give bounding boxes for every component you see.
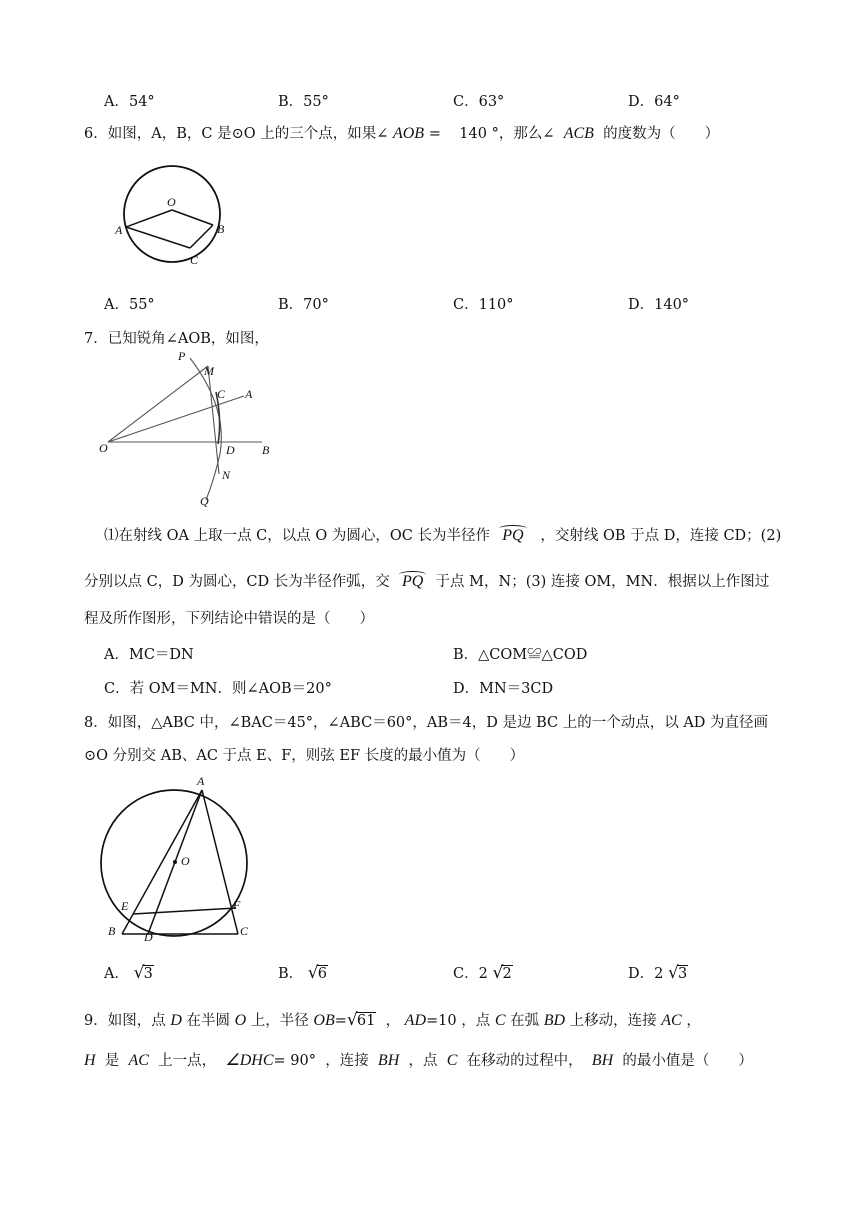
q8-option-b — [278, 962, 328, 983]
q7-step1 — [104, 524, 781, 545]
q6-label-a: A — [115, 223, 123, 237]
q9-sqrt: √ 61 — [346, 1010, 376, 1030]
q9-var-d: D — [170, 1012, 182, 1029]
q8-option-b-prefix: B． — [278, 966, 304, 982]
q9-line-1 — [84, 1009, 701, 1030]
q8-option-d-radicand: 3 — [677, 966, 688, 982]
q6-label-o: O — [167, 195, 176, 209]
q9-text: ，连接 — [325, 1053, 369, 1069]
q7-option-a: A．MC＝DN — [104, 647, 194, 663]
q9-line-2 — [84, 1049, 753, 1070]
q7-label-c: C — [217, 387, 226, 401]
q9-text: 在移动的过程中， — [466, 1053, 583, 1069]
q6-var-acb: ACB — [563, 125, 594, 142]
q8-option-a — [104, 962, 154, 983]
q9-var-bd: BD — [543, 1012, 566, 1029]
q7-segment-om — [108, 366, 208, 442]
q8-label-c: C — [240, 924, 249, 938]
q6-segment-oa — [126, 210, 172, 227]
q8-option-c — [453, 962, 513, 983]
q8-label-f: F — [233, 898, 241, 912]
q8-option-b-radicand: 6 — [317, 966, 327, 982]
q9-var-bh: BH — [591, 1052, 614, 1069]
q7-label-n: N — [222, 468, 231, 482]
q9-var-c: C — [494, 1012, 506, 1029]
q6-eq: = — [428, 126, 441, 142]
q7-label-d: D — [226, 443, 235, 457]
q8-chord-ef — [133, 908, 236, 914]
q6-option-c: C．110° — [453, 297, 514, 313]
q5-option-c: C．63° — [453, 94, 505, 110]
q7-title: 已知锐角∠AOB，如图， — [107, 331, 269, 347]
q5-option-d: D．64° — [628, 94, 680, 110]
q7-label-o: O — [99, 441, 108, 455]
q9-text: ，点 — [461, 1013, 491, 1029]
q7-arc-pq-label: PQ — [499, 527, 526, 545]
q7-step1-b: ，交射线 OB 于点 D，连接 CD；(2) — [540, 528, 782, 544]
q9-text: 上一点， — [158, 1053, 217, 1069]
q8-text-1: 如图，△ABC 中，∠BAC＝45°，∠ABC＝60°，AB＝4，D 是边 BC 上的一个动点，以 AD 为直径画 — [107, 715, 769, 731]
q6-text-3: °，那么∠ — [491, 126, 555, 142]
q6-option-a: A．55° — [104, 297, 155, 313]
q7-segment-mn — [208, 366, 219, 474]
q7-step2-b: 于点 M，N；(3) 连接 OM，MN．根据以上作图过 — [435, 574, 770, 590]
q8-option-a-prefix: A． — [104, 966, 129, 982]
q8-option-d — [628, 962, 688, 983]
q7-step2-a: 分别以点 C，D 为圆心，CD 长为半径作弧，交 — [84, 574, 390, 590]
q8-option-a-sqrt: √ 3 — [133, 963, 153, 983]
q9-text: 上，半径 — [250, 1013, 309, 1029]
q8-option-c-radicand: 2 — [502, 966, 512, 982]
q9-var-ad: AD — [404, 1012, 426, 1029]
q8-line-1 — [84, 711, 768, 732]
q6-option-b: B．70° — [278, 297, 329, 313]
q8-label-b: B — [108, 924, 116, 938]
q8-label-e: E — [121, 899, 129, 913]
q9-text: 如图，点 — [107, 1013, 166, 1029]
q8-option-d-sqrt: √ 3 — [667, 963, 688, 983]
q9-var-ac: AC — [128, 1052, 149, 1069]
q6-label-c: C — [190, 253, 199, 267]
q9-var-h: H — [84, 1052, 96, 1069]
q9-number: 9． — [84, 1013, 108, 1029]
q6-number: 6． — [84, 126, 108, 142]
q8-option-a-radicand: 3 — [143, 966, 153, 982]
q7-label-m: M — [204, 364, 214, 378]
q9-text: =10 — [426, 1013, 457, 1029]
q8-number: 8． — [84, 715, 108, 731]
q9-text: 在弧 — [510, 1013, 540, 1029]
q6-label-b: B — [217, 222, 225, 236]
q9-text: ， — [385, 1013, 401, 1029]
q9-var-ac: AC — [661, 1012, 682, 1029]
q9-text: ， — [686, 1013, 701, 1029]
q8-figure — [100, 770, 260, 942]
q9-var-bh: BH — [377, 1052, 400, 1069]
q8-option-d-prefix: D．2 — [628, 966, 664, 982]
q7-step2 — [84, 570, 769, 591]
q5-option-a: A．54° — [104, 94, 155, 110]
q9-eq: = — [334, 1013, 347, 1029]
q9-text: ，点 — [408, 1053, 438, 1069]
q6-var-aob: AOB — [392, 125, 425, 142]
q6-stem — [84, 122, 719, 143]
q7-label-a: A — [245, 387, 253, 401]
q9-text: 在半圆 — [186, 1013, 231, 1029]
q6-text-1: 如图，A，B，C 是⊙O 上的三个点，如果∠ — [107, 126, 389, 142]
q9-radicand: 61 — [356, 1013, 376, 1029]
q7-option-d: D．MN＝3CD — [453, 681, 554, 697]
q8-option-b-sqrt: √ 6 — [307, 963, 327, 983]
q7-label-q: Q — [200, 494, 209, 508]
q9-var-c: C — [446, 1052, 458, 1069]
q9-text: = 90° — [273, 1053, 316, 1069]
q8-side-ac — [202, 790, 238, 934]
q6-figure — [108, 160, 238, 275]
q7-figure — [96, 350, 286, 510]
q7-number: 7． — [84, 331, 108, 347]
q8-center-dot — [173, 860, 177, 864]
q7-label-p: P — [178, 350, 186, 363]
q7-arc-pq — [190, 358, 221, 500]
q9-var-ob: OB — [313, 1012, 335, 1029]
q8-option-c-prefix: C．2 — [453, 966, 488, 982]
q6-text-4: 的度数为（ ） — [603, 126, 720, 142]
q7-arc-pq-label-2: PQ — [399, 573, 426, 591]
q9-var-o: O — [234, 1012, 247, 1029]
q7-option-b: B．△COM≌△COD — [453, 647, 588, 663]
q7-step3: 程及所作图形，下列结论中错误的是（ ） — [84, 611, 374, 627]
q9-text: 上移动，连接 — [569, 1013, 657, 1029]
q8-label-d: D — [144, 930, 153, 942]
q8-label-o: O — [181, 854, 190, 868]
q6-segment-ob — [172, 210, 213, 225]
q6-circle — [124, 166, 220, 262]
q7-option-c: C．若 OM＝MN．则∠AOB＝20° — [104, 681, 332, 697]
q9-text: 的最小值是（ ） — [622, 1053, 753, 1069]
q8-line-2: ⊙O 分别交 AB、AC 于点 E、F，则弦 EF 长度的最小值为（ ） — [84, 748, 525, 764]
q7-step1-a: ⑴在射线 OA 上取一点 C，以点 O 为圆心，OC 长为半径作 — [104, 528, 490, 544]
q5-option-b: B．55° — [278, 94, 329, 110]
q7-stem — [84, 327, 269, 348]
q9-text: 是 — [104, 1053, 120, 1069]
q8-option-c-sqrt: √ 2 — [492, 963, 512, 983]
q8-label-a: A — [197, 774, 205, 788]
q7-ray-oa — [108, 396, 244, 442]
q6-value: 140 — [459, 126, 487, 142]
q9-angle-dhc: ∠DHC — [225, 1052, 274, 1069]
q6-option-d: D．140° — [628, 297, 690, 313]
q7-label-b: B — [262, 443, 270, 457]
